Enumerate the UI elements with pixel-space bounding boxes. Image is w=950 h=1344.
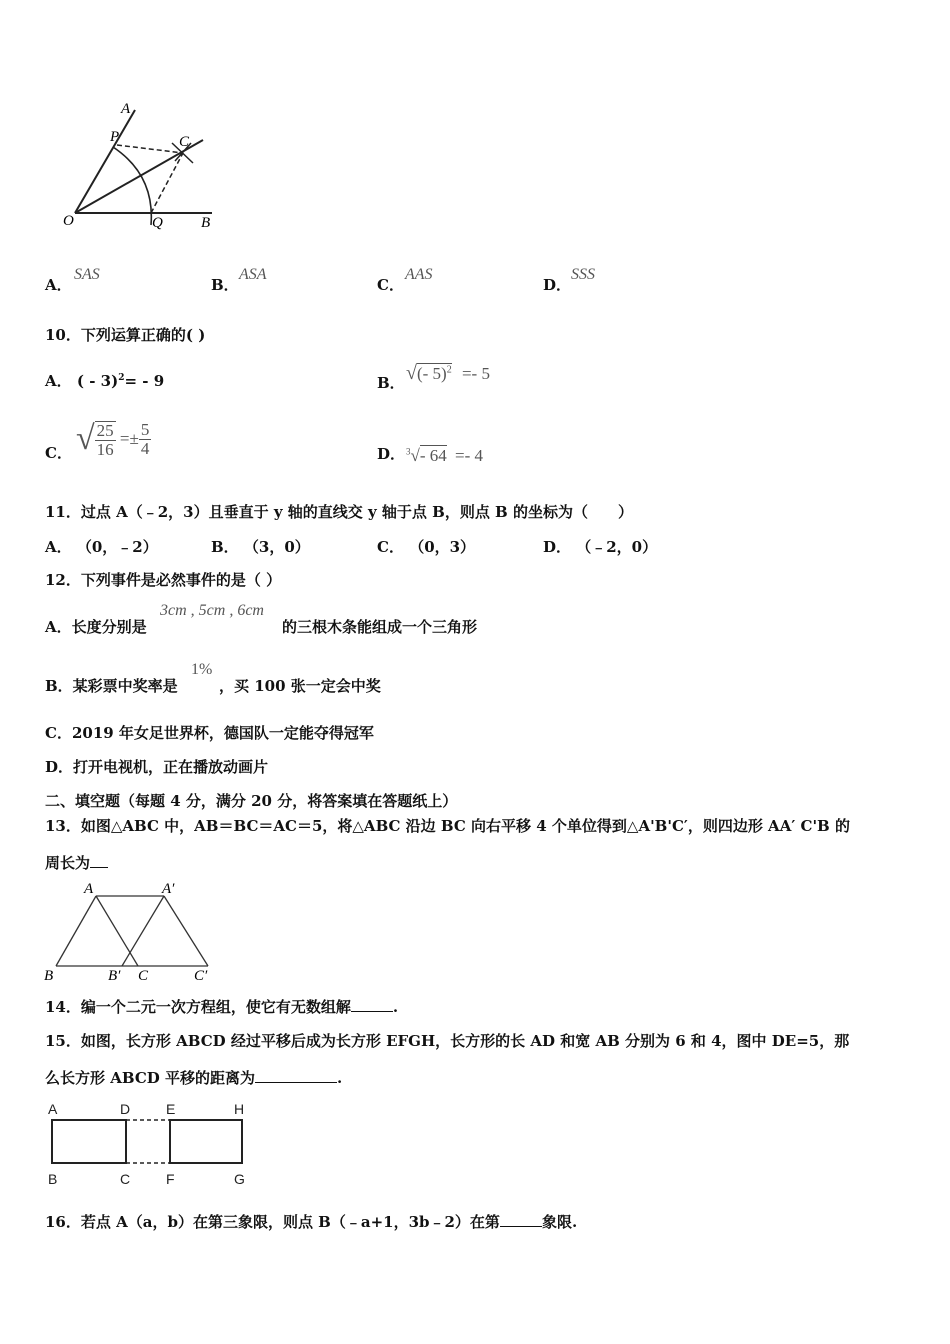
label-A: A	[48, 1101, 58, 1117]
q12-option-c[interactable]: C．2019 年女足世界杯，德国队一定能夺得冠军	[45, 724, 374, 742]
q12-stem: 12．下列事件是必然事件的是（ ）	[45, 571, 282, 589]
q9-option-b[interactable]: B．	[211, 276, 239, 294]
translated-rectangles-figure	[40, 1098, 255, 1190]
q10-stem: 10．下列运算正确的( )	[45, 326, 206, 344]
q11-option-c[interactable]: C． （0，3）	[377, 538, 476, 556]
q12-option-a-math: 3cm , 5cm , 6cm	[160, 602, 264, 619]
translated-triangles-figure	[40, 878, 225, 984]
q10-option-b-math: √(- 5)$^2$ =- 5	[406, 362, 490, 384]
q15-line1: 15．如图，长方形 ABCD 经过平移后成为长方形 EFGH，长方形的长 AD 和宽 AB 分别为 6 和 4，图中 DE=5，那	[45, 1032, 850, 1050]
q9-option-b-value: ASA	[239, 266, 267, 283]
label-P: P	[110, 129, 120, 145]
q9-option-d[interactable]: D．	[543, 276, 572, 294]
label-C-prime: C′	[194, 968, 208, 984]
label-O: O	[63, 213, 74, 229]
q9-option-a-value: SAS	[74, 266, 100, 283]
label-F: F	[166, 1171, 175, 1187]
q10-option-a[interactable]: A． ( - 3)$^2$= - 9	[45, 372, 165, 390]
q9-option-a[interactable]: A．	[45, 276, 72, 294]
q9-option-c-value: AAS	[405, 266, 433, 283]
q13-line1: 13．如图△ABC 中，AB＝BC＝AC＝5，将△ABC 沿边 BC 向右平移 4 个单位得到△A'B'C′，则四边形 AA′ C'B 的	[45, 817, 850, 835]
q13-line2: 周长为	[45, 852, 108, 873]
q16-text: 16．若点 A（a，b）在第三象限，则点 B（﹣a+1，3b﹣2）在第 象限.	[45, 1213, 578, 1231]
q12-option-b-rest: ，买 100 张一定会中奖	[219, 677, 381, 695]
label-H: H	[234, 1101, 245, 1117]
q9-option-c[interactable]: C．	[377, 276, 404, 294]
label-E: E	[166, 1101, 176, 1117]
q15-line2: 么长方形 ABCD 平移的距离为 .	[45, 1069, 343, 1087]
label-C: C	[138, 968, 149, 984]
label-A: A	[121, 101, 131, 117]
label-C: C	[120, 1171, 131, 1187]
q10-option-c-math: √ $\frac{25}{16}$ =± $\frac{5}{4}$	[76, 420, 150, 459]
angle-construction-figure	[55, 95, 230, 240]
q12-option-b[interactable]: B．某彩票中奖率是	[45, 677, 178, 695]
q12-option-d[interactable]: D．打开电视机，正在播放动画片	[45, 758, 269, 776]
label-C: C	[179, 134, 190, 150]
q11-stem: 11．过点 A（﹣2，3）且垂直于 y 轴的直线交 y 轴于点 B，则点 B 的坐标为（ ）	[45, 503, 633, 521]
q12-option-a-rest: 的三根木条能组成一个三角形	[282, 618, 478, 636]
q10-option-b[interactable]: B．	[377, 374, 405, 392]
q9-option-d-value: SSS	[571, 266, 595, 283]
q11-option-d[interactable]: D． （﹣2，0）	[543, 538, 658, 556]
label-Q: Q	[152, 215, 163, 231]
label-A: A	[84, 881, 94, 897]
label-B: B	[201, 215, 211, 231]
label-B: B	[44, 968, 54, 984]
section-2-heading: 二、填空题（每题 4 分，满分 20 分，将答案填在答题纸上）	[45, 792, 458, 810]
q12-option-a[interactable]: A．长度分别是	[45, 618, 147, 636]
q10-option-c[interactable]: C．	[45, 444, 72, 462]
q10-option-d[interactable]: D．	[377, 445, 406, 463]
q10-option-d-math: $^3$√- 64 =- 4	[406, 446, 484, 465]
label-B-prime: B′	[108, 968, 121, 984]
q14-text: 14．编一个二元一次方程组，使它有无数组解 .	[45, 998, 399, 1016]
q11-option-b[interactable]: B． （3，0）	[211, 538, 310, 556]
q11-option-a[interactable]: A． （0，﹣2）	[45, 538, 158, 556]
label-B: B	[48, 1171, 58, 1187]
q12-option-b-math: 1%	[191, 661, 213, 678]
label-D: D	[120, 1101, 131, 1117]
label-G: G	[234, 1171, 245, 1187]
label-A-prime: A′	[162, 881, 175, 897]
